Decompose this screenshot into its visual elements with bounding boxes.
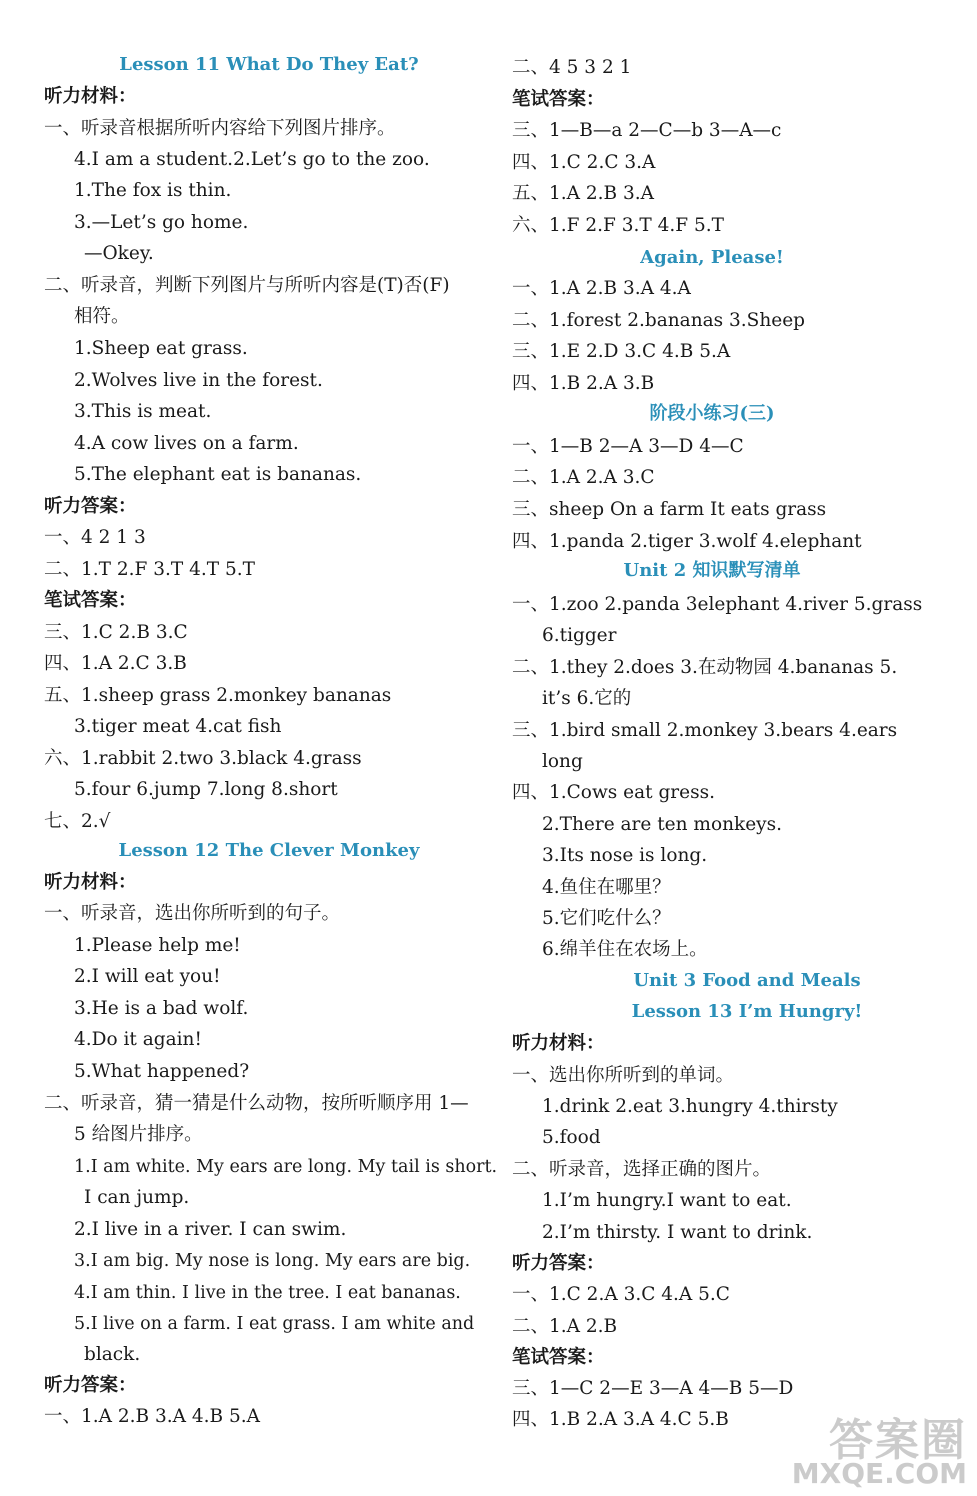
question-line: 二、听录音，选择正确的图片。 <box>512 1159 772 1180</box>
answer-line: 五、1.sheep grass 2.monkey bananas <box>44 685 392 706</box>
answer-line: it’s 6.它的 <box>542 688 632 709</box>
answer-line: 4.鱼住在哪里？ <box>542 877 671 898</box>
written-answer-label: 笔试答案： <box>44 590 137 611</box>
answer-line: 4.I am a student.2.Let’s go to the zoo. <box>74 149 430 170</box>
again-please-title: Again, Please! <box>640 247 784 268</box>
answer-line: 3.—Let’s go home. <box>74 212 249 233</box>
answer-line: 1.drink 2.eat 3.hungry 4.thirsty <box>542 1096 838 1117</box>
unit3-title: Unit 3 Food and Meals <box>633 970 861 991</box>
answer-line: 1.The fox is thin. <box>74 180 232 201</box>
watermark-url: MXQE.COM <box>791 1457 967 1490</box>
answer-line: 三、1—C 2—E 3—A 4—B 5—D <box>512 1378 794 1399</box>
answer-line: 四、1.B 2.A 3.B <box>512 373 655 394</box>
answer-line: 五、1.A 2.B 3.A <box>512 183 655 204</box>
question-line: 5 给图片排序。 <box>74 1124 203 1145</box>
answer-line: 二、1.they 2.does 3.在动物园 4.bananas 5. <box>512 657 898 678</box>
answer-line: 1.Please help me! <box>74 935 241 956</box>
answer-line: 5.它们吃什么？ <box>542 908 671 929</box>
answer-line: 二、1.A 2.B <box>512 1316 618 1337</box>
answer-line: 5.The elephant eat is bananas. <box>74 464 362 485</box>
answer-line: 七、2.√ <box>44 811 111 832</box>
listening-material-label: 听力材料： <box>512 1033 605 1054</box>
lesson12-title: Lesson 12 The Clever Monkey <box>118 840 420 861</box>
answer-line: 3.This is meat. <box>74 401 212 422</box>
answer-line: black. <box>84 1344 141 1365</box>
answer-line: I can jump. <box>84 1187 190 1208</box>
answer-line: 一、1.zoo 2.panda 3elephant 4.river 5.grass <box>512 594 923 615</box>
stage-practice-title: 阶段小练习(三) <box>649 403 775 424</box>
answer-line: 二、4 5 3 2 1 <box>512 57 632 78</box>
lesson11-title: Lesson 11 What Do They Eat? <box>119 54 419 75</box>
answer-line: 三、1.C 2.B 3.C <box>44 622 188 643</box>
answer-line: 4.Do it again! <box>74 1029 202 1050</box>
answer-line: 三、1—B—a 2—C—b 3—A—c <box>512 120 782 141</box>
answer-line: 一、4 2 1 3 <box>44 527 146 548</box>
answer-line: 六、1.rabbit 2.two 3.black 4.grass <box>44 748 362 769</box>
answer-line: 3.tiger meat 4.cat fish <box>74 716 282 737</box>
answer-line: 二、1.T 2.F 3.T 4.T 5.T <box>44 559 255 580</box>
written-answer-label: 笔试答案： <box>512 89 605 110</box>
answer-line: 1.I am white. My ears are long. My tail is short. <box>74 1157 498 1177</box>
listening-answer-label: 听力答案： <box>44 496 137 517</box>
answer-line: 2.I will eat you! <box>74 966 221 987</box>
written-answer-label: 笔试答案： <box>512 1347 605 1368</box>
answer-line: 2.Wolves live in the forest. <box>74 370 323 391</box>
unit2-title: Unit 2 知识默写清单 <box>623 560 801 581</box>
answer-line: 三、sheep On a farm It eats grass <box>512 499 827 520</box>
answer-line: 1.I’m hungry.I want to eat. <box>542 1190 792 1211</box>
listening-answer-label: 听力答案： <box>512 1253 605 1274</box>
question-line: 相符。 <box>74 306 130 327</box>
question-line: 二、听录音，判断下列图片与所听内容是(T)否(F) <box>44 275 450 296</box>
answer-line: 3.I am big. My nose is long. My ears are big. <box>74 1251 471 1271</box>
answer-line: 一、1.A 2.B 3.A 4.B 5.A <box>44 1406 261 1427</box>
answer-line: 三、1.bird small 2.monkey 3.bears 4.ears <box>512 720 898 741</box>
answer-line: 5.food <box>542 1127 601 1148</box>
answer-line: 二、1.A 2.A 3.C <box>512 467 655 488</box>
watermark-logo-text: 答案圈 <box>829 1415 967 1466</box>
answer-line: —Okey. <box>84 243 154 264</box>
answer-line: 2.I live in a river. I can swim. <box>74 1219 347 1240</box>
answer-line: 1.Sheep eat grass. <box>74 338 248 359</box>
answer-line: 四、1.A 2.C 3.B <box>44 653 187 674</box>
answer-line: 3.He is a bad wolf. <box>74 998 249 1019</box>
site-watermark <box>791 1404 971 1490</box>
answer-line: 4.I am thin. I live in the tree. I eat bananas. <box>74 1283 461 1303</box>
answer-line: 5.four 6.jump 7.long 8.short <box>74 779 338 800</box>
answer-line: 6.绵羊住在农场上。 <box>542 939 708 960</box>
answer-line: 四、1.panda 2.tiger 3.wolf 4.elephant <box>512 531 862 552</box>
answer-line: 2.There are ten monkeys. <box>542 814 782 835</box>
question-line: 一、听录音，选出你所听到的句子。 <box>44 903 341 924</box>
listening-material-label: 听力材料： <box>44 86 137 107</box>
question-line: 一、选出你所听到的单词。 <box>512 1065 735 1086</box>
question-line: 二、听录音，猜一猜是什么动物，按所听顺序用 1— <box>44 1093 469 1114</box>
question-line: 一、听录音根据所听内容给下列图片排序。 <box>44 118 396 139</box>
answer-line: 六、1.F 2.F 3.T 4.F 5.T <box>512 215 724 236</box>
answer-line: 一、1.A 2.B 3.A 4.A <box>512 278 691 299</box>
answer-line: 3.Its nose is long. <box>542 845 708 866</box>
answer-line: 5.I live on a farm. I eat grass. I am white and <box>74 1314 475 1334</box>
answer-line: 四、1.B 2.A 3.A 4.C 5.B <box>512 1409 729 1430</box>
lesson13-title: Lesson 13 I’m Hungry! <box>631 1001 863 1022</box>
answer-line: 4.A cow lives on a farm. <box>74 433 299 454</box>
answer-line: 四、1.C 2.C 3.A <box>512 152 656 173</box>
answer-line: long <box>542 751 583 772</box>
answer-line: 2.I’m thirsty. I want to drink. <box>542 1222 813 1243</box>
answer-line: 二、1.forest 2.bananas 3.Sheep <box>512 310 806 331</box>
answer-line: 5.What happened? <box>74 1061 250 1082</box>
answer-line: 四、1.Cows eat gress. <box>512 782 715 803</box>
listening-answer-label: 听力答案： <box>44 1375 137 1396</box>
answer-line: 一、1.C 2.A 3.C 4.A 5.C <box>512 1284 730 1305</box>
listening-material-label: 听力材料： <box>44 872 137 893</box>
answer-line: 三、1.E 2.D 3.C 4.B 5.A <box>512 341 731 362</box>
answer-line: 一、1—B 2—A 3—D 4—C <box>512 436 744 457</box>
answer-line: 6.tigger <box>542 625 617 646</box>
